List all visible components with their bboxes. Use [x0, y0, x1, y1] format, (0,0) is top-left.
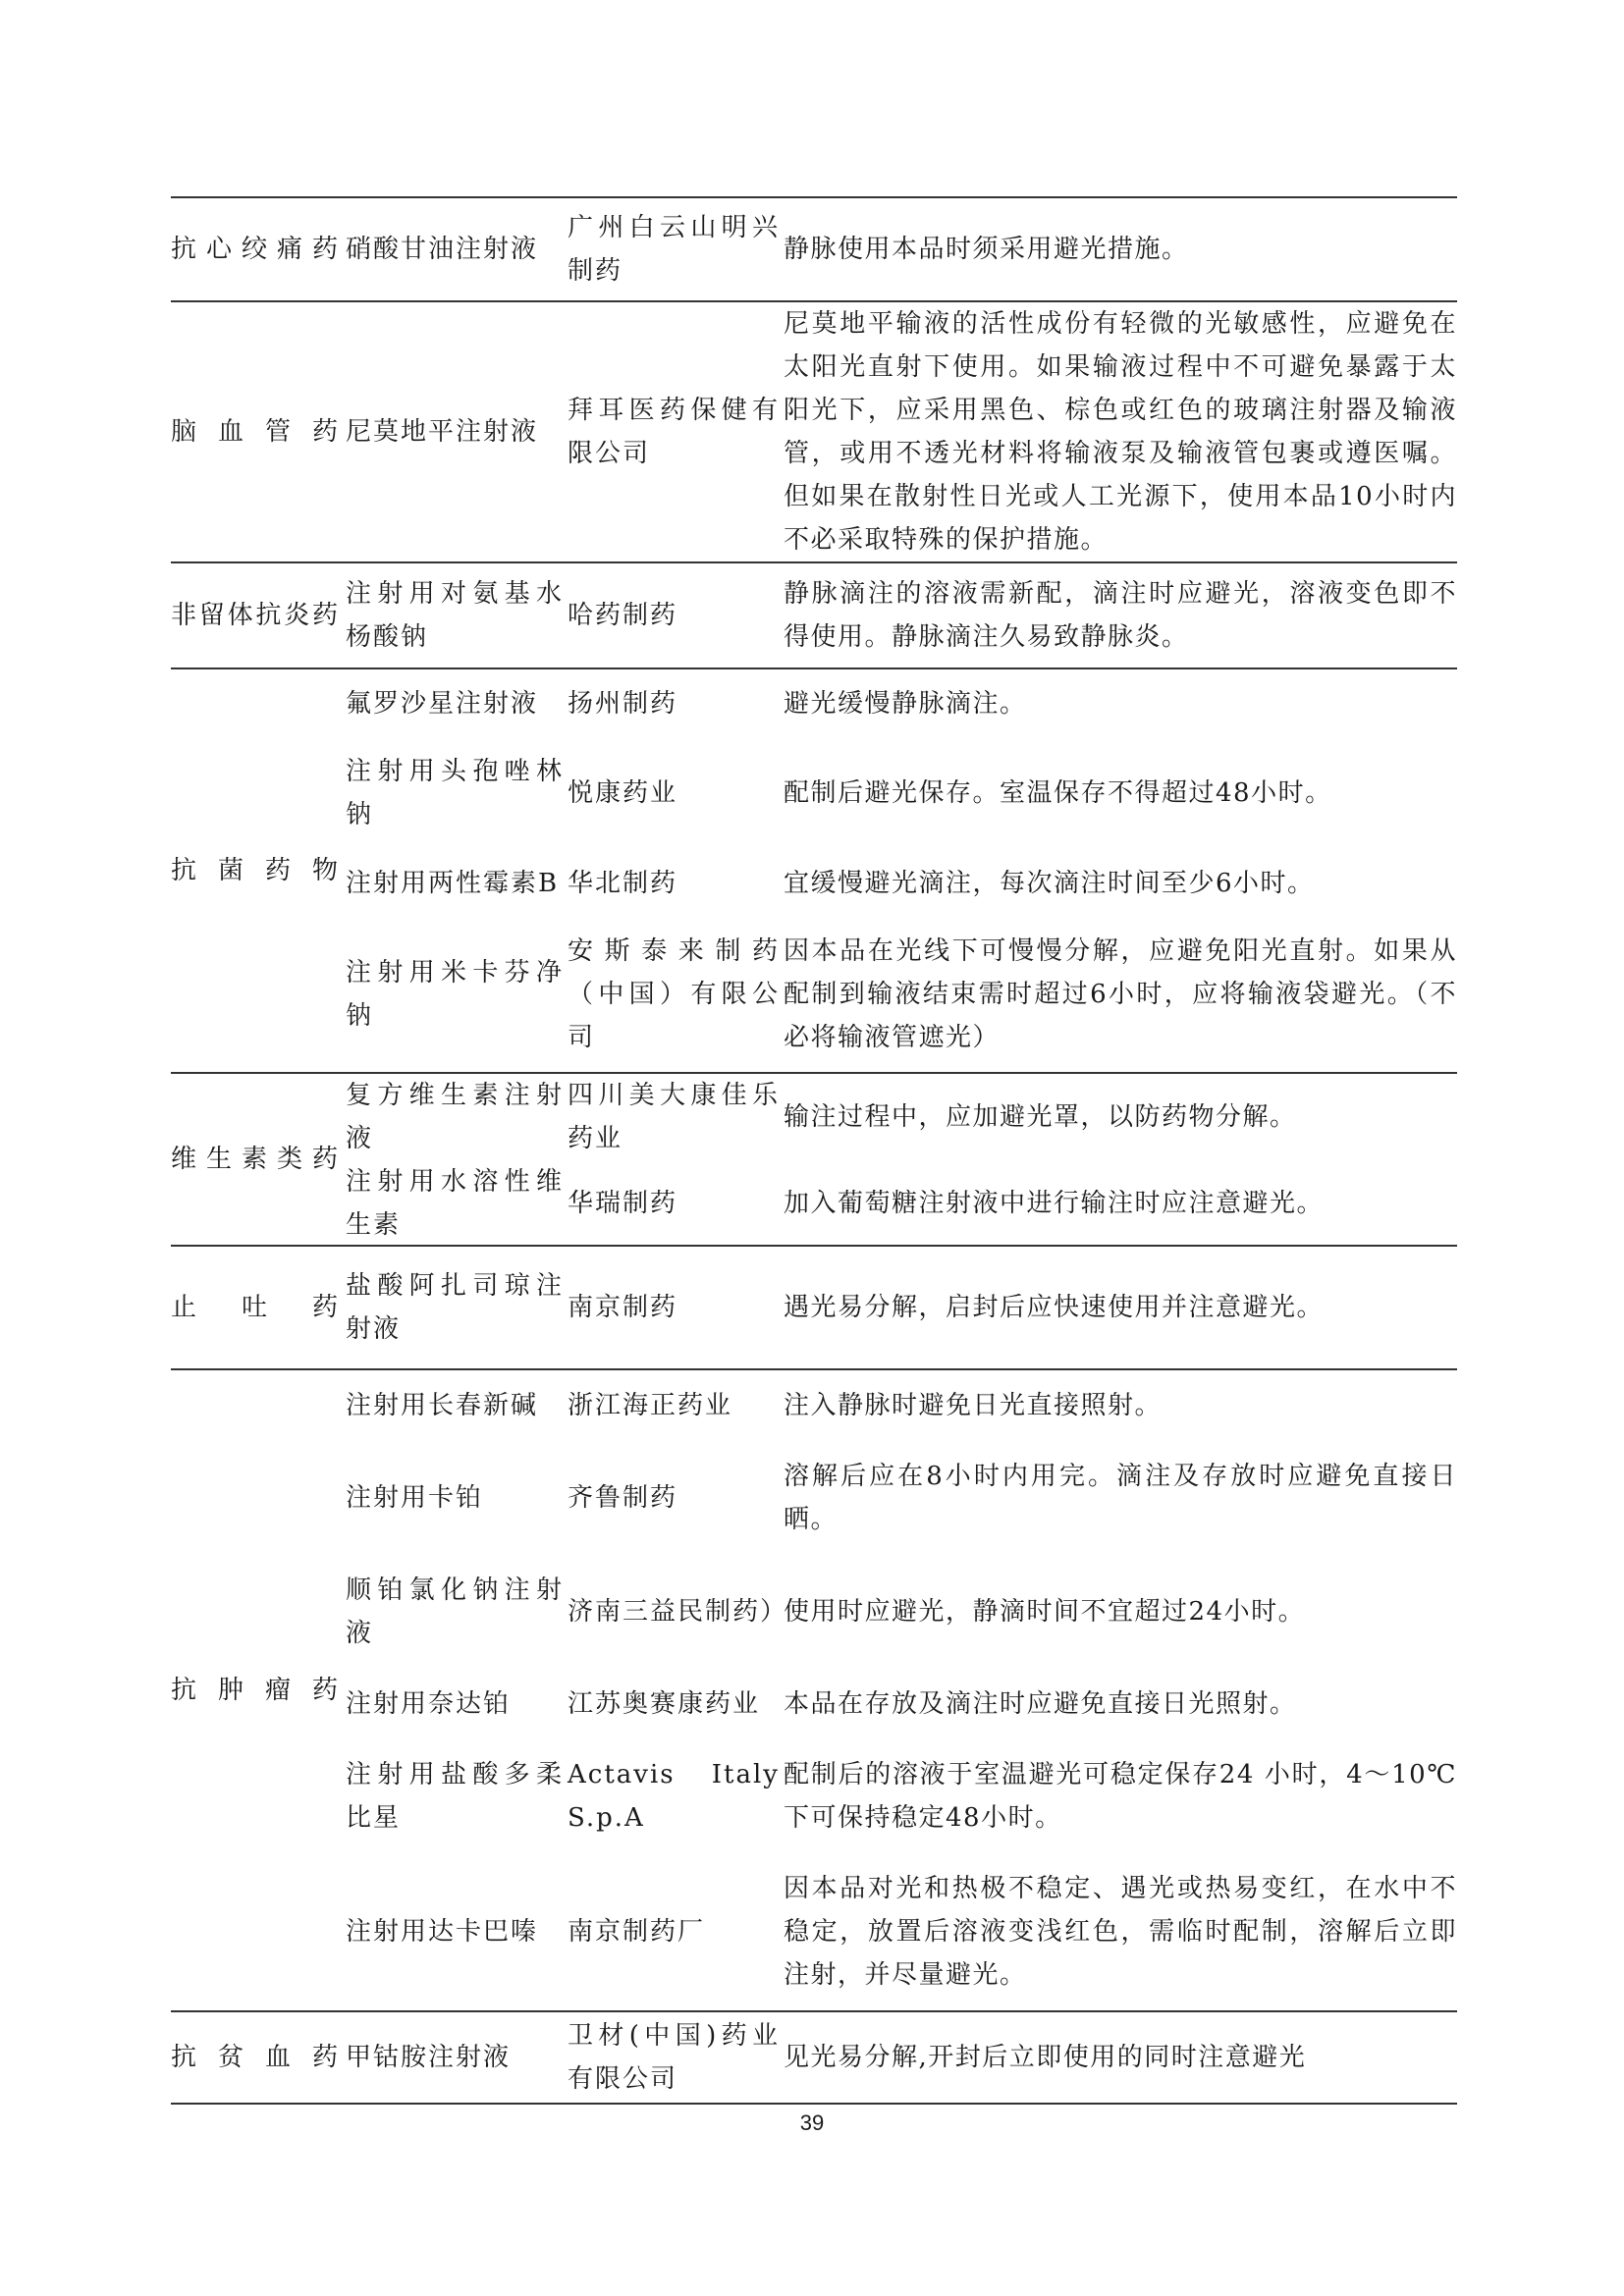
table-row: [346, 302, 1457, 561]
note-cell: 使用时应避光，静滴时间不宜超过24小时。: [784, 1597, 1306, 1627]
table-row: [346, 2014, 1457, 2101]
drug-name-cell: 盐酸阿扎司琼注射液: [346, 1271, 564, 1344]
table-row: [346, 206, 1457, 293]
category-cell: 抗肿瘤药: [171, 1676, 340, 1705]
manufacturer-cell: 南京制药: [568, 1293, 678, 1322]
table-group: [171, 196, 1457, 300]
note-cell: 因本品在光线下可慢慢分解，应避免阳光直射。如果从配制到输液结束需时超过6小时，应将输液袋避光。（不必将输液管遮光）: [784, 936, 1457, 1053]
drug-name-cell: 甲钴胺注射液: [346, 2043, 512, 2072]
table-group: [171, 1368, 1457, 2010]
table-group: [171, 2010, 1457, 2105]
category-cell: 维生素类药: [171, 1145, 340, 1174]
table-group: [171, 1245, 1457, 1368]
manufacturer-cell: 广州白云山明兴制药: [568, 213, 780, 286]
manufacturer-cell: 江苏奥赛康药业: [568, 1689, 761, 1719]
manufacturer-cell: 哈药制药: [568, 601, 678, 630]
table-row: [346, 862, 1457, 905]
drug-name-cell: 顺铂氯化钠注射液: [346, 1575, 564, 1648]
category-cell: 非留体抗炎药: [171, 601, 340, 630]
table-row: [346, 1074, 1457, 1160]
table-group: [171, 667, 1457, 1072]
manufacturer-cell: 南京制药厂: [568, 1917, 706, 1947]
note-cell: 静脉使用本品时须采用避光措施。: [784, 235, 1189, 264]
manufacturer-cell: 齐鲁制药: [568, 1483, 678, 1513]
drug-name-cell: 注射用对氨基水杨酸钠: [346, 579, 564, 652]
note-cell: 注入静脉时避免日光直接照射。: [784, 1391, 1163, 1420]
note-cell: 配制后的溶液于室温避光可稳定保存24 小时，4～10℃下可保持稳定48小时。: [784, 1760, 1457, 1833]
drug-name-cell: 复方维生素注射液: [346, 1081, 564, 1153]
table-row: [346, 572, 1457, 659]
table-row: [346, 750, 1457, 836]
table-row: [346, 1753, 1457, 1840]
note-cell: 因本品对光和热极不稳定、遇光或热易变红，在水中不稳定，放置后溶液变浅红色，需临时配制，溶解后立即注射，并尽量避光。: [784, 1874, 1457, 1990]
manufacturer-cell: 卫材(中国)药业有限公司: [568, 2021, 780, 2094]
table-group: [171, 561, 1457, 667]
manufacturer-cell: 悦康药业: [568, 778, 678, 809]
category-cell: 抗菌药物: [171, 856, 340, 885]
drug-name-cell: 注射用水溶性维生素: [346, 1167, 564, 1240]
table-row: [346, 1160, 1457, 1247]
table-row: [346, 682, 1457, 725]
note-cell: 宜缓慢避光滴注，每次滴注时间至少6小时。: [784, 868, 1315, 898]
manufacturer-cell: 四川美大康佳乐药业: [568, 1081, 780, 1153]
table-group: [171, 300, 1457, 561]
drug-name-cell: 氟罗沙星注射液: [346, 688, 539, 719]
note-cell: 加入葡萄糖注射液中进行输注时应注意避光。: [784, 1189, 1325, 1218]
table-row: [346, 1867, 1457, 1997]
drug-name-cell: 注射用卡铂: [346, 1483, 484, 1513]
note-cell: 溶解后应在8小时内用完。滴注及存放时应避免直接日晒。: [784, 1462, 1457, 1534]
drug-name-cell: 硝酸甘油注射液: [346, 235, 539, 264]
drug-name-cell: 注射用长春新碱: [346, 1391, 539, 1420]
note-cell: 尼莫地平输液的活性成份有轻微的光敏感性，应避免在太阳光直射下使用。如果输液过程中不可避免暴露于太阳光下，应采用黑色、棕色或红色的玻璃注射器及输液管，或用不透光材料将输液泵及输液管包裹或遵医嘱。但如果在散射性日光或人工光源下，使用本品10小时内不必采取特殊的保护措施。: [784, 309, 1457, 555]
note-cell: 配制后避光保存。室温保存不得超过48小时。: [784, 778, 1332, 809]
table-row: [346, 1569, 1457, 1655]
drug-name-cell: 注射用头孢唑林钠: [346, 757, 564, 830]
table-row: [346, 930, 1457, 1059]
drug-name-cell: 注射用奈达铂: [346, 1689, 512, 1719]
manufacturer-cell: 安斯泰来制药（中国）有限公司: [568, 936, 780, 1053]
note-cell: 本品在存放及滴注时应避免直接日光照射。: [784, 1689, 1297, 1719]
note-cell: 输注过程中，应加避光罩，以防药物分解。: [784, 1102, 1297, 1132]
note-cell: 遇光易分解，启封后应快速使用并注意避光。: [784, 1293, 1325, 1322]
manufacturer-cell: 济南三益民制药）: [568, 1597, 788, 1627]
table-group: [171, 1072, 1457, 1245]
table-row: [346, 1455, 1457, 1541]
category-cell: 脑血管药: [171, 417, 340, 447]
manufacturer-cell: 华瑞制药: [568, 1189, 678, 1218]
table-row: [346, 1682, 1457, 1726]
drug-name-cell: 尼莫地平注射液: [346, 417, 539, 447]
table-row: [346, 1264, 1457, 1351]
manufacturer-cell: 华北制药: [568, 868, 678, 898]
manufacturer-cell: 拜耳医药保健有限公司: [568, 396, 780, 468]
drug-name-cell: 注射用两性霉素B: [346, 868, 560, 898]
manufacturer-cell: 浙江海正药业: [568, 1391, 733, 1420]
category-cell: 止吐药: [171, 1293, 340, 1322]
drug-name-cell: 注射用米卡芬净钠: [346, 958, 564, 1032]
category-cell: 抗心绞痛药: [171, 235, 340, 264]
drug-name-cell: 注射用达卡巴嗪: [346, 1917, 539, 1947]
note-cell: 静脉滴注的溶液需新配，滴注时应避光，溶液变色即不得使用。静脉滴注久易致静脉炎。: [784, 579, 1457, 652]
table-row: [346, 1384, 1457, 1427]
note-cell: 避光缓慢静脉滴注。: [784, 688, 1027, 719]
manufacturer-cell: Actavis Italy S.p.A: [568, 1760, 780, 1833]
page-number: 39: [799, 2110, 825, 2135]
drug-table: [171, 196, 1457, 2105]
manufacturer-cell: 扬州制药: [568, 688, 678, 719]
drug-name-cell: 注射用盐酸多柔比星: [346, 1760, 564, 1833]
category-cell: 抗贫血药: [171, 2043, 340, 2072]
note-cell: 见光易分解,开封后立即使用的同时注意避光: [784, 2043, 1307, 2072]
